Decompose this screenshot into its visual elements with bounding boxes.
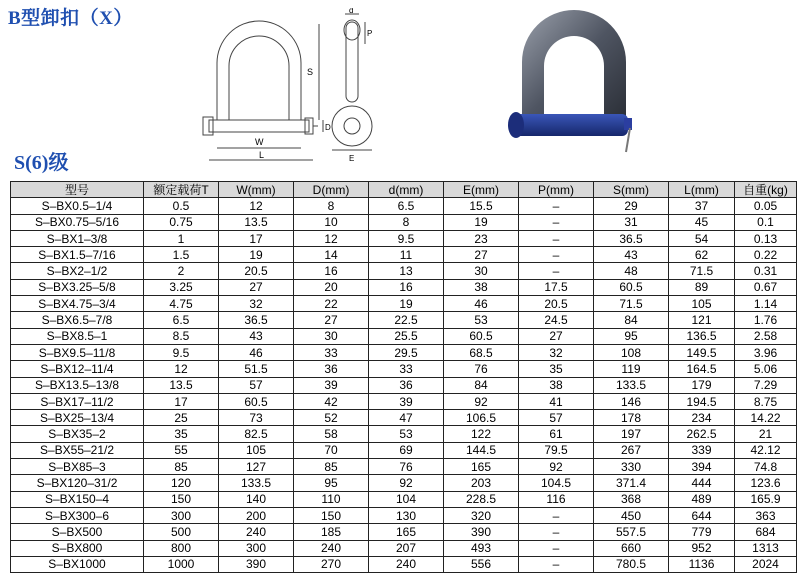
table-cell: 780.5 bbox=[594, 556, 669, 572]
table-row bbox=[11, 491, 797, 507]
table-cell: 2 bbox=[144, 263, 219, 279]
table-cell: 95 bbox=[594, 328, 669, 344]
table-cell: 14.22 bbox=[735, 410, 797, 426]
table-cell: 146 bbox=[594, 393, 669, 409]
table-cell: 0.5 bbox=[144, 198, 219, 214]
table-cell: 133.5 bbox=[219, 475, 294, 491]
table-cell: 270 bbox=[294, 556, 369, 572]
table-cell: 330 bbox=[594, 459, 669, 475]
d-dimension-label: d bbox=[349, 8, 354, 15]
table-cell: 19 bbox=[369, 296, 444, 312]
table-cell: S–BX8.5–1 bbox=[11, 328, 144, 344]
table-cell: 1.5 bbox=[144, 247, 219, 263]
table-cell: S–BX55–21/2 bbox=[11, 442, 144, 458]
table-cell: 55 bbox=[144, 442, 219, 458]
table-cell: 779 bbox=[669, 524, 735, 540]
table-cell: 394 bbox=[669, 459, 735, 475]
table-cell: 371.4 bbox=[594, 475, 669, 491]
table-cell: 48 bbox=[594, 263, 669, 279]
table-cell: 133.5 bbox=[594, 377, 669, 393]
table-cell: S–BX800 bbox=[11, 540, 144, 556]
table-cell: S–BX9.5–11/8 bbox=[11, 344, 144, 360]
table-cell: 500 bbox=[144, 524, 219, 540]
s-dimension-label: S bbox=[307, 67, 314, 77]
table-cell: 43 bbox=[219, 328, 294, 344]
table-cell: 150 bbox=[294, 507, 369, 523]
table-cell: 123.6 bbox=[735, 475, 797, 491]
table-cell: 300 bbox=[219, 540, 294, 556]
table-cell: 116 bbox=[519, 491, 594, 507]
table-cell: 13 bbox=[369, 263, 444, 279]
column-header: D(mm) bbox=[294, 182, 369, 198]
table-cell: S–BX300–6 bbox=[11, 507, 144, 523]
table-cell: 30 bbox=[444, 263, 519, 279]
table-cell: 22.5 bbox=[369, 312, 444, 328]
e-dimension-label: E bbox=[349, 154, 355, 163]
table-cell: 368 bbox=[594, 491, 669, 507]
table-cell: 164.5 bbox=[669, 361, 735, 377]
table-cell: 240 bbox=[369, 556, 444, 572]
table-cell: 62 bbox=[669, 247, 735, 263]
shackle-drawing bbox=[195, 8, 385, 168]
table-cell: 20.5 bbox=[519, 296, 594, 312]
table-cell: 39 bbox=[369, 393, 444, 409]
table-cell: S–BX500 bbox=[11, 524, 144, 540]
table-row bbox=[11, 524, 797, 540]
table-cell: 38 bbox=[444, 279, 519, 295]
table-cell: 122 bbox=[444, 426, 519, 442]
table-cell: 140 bbox=[219, 491, 294, 507]
table-cell: 15.5 bbox=[444, 198, 519, 214]
table-cell: 53 bbox=[369, 426, 444, 442]
table-cell: 85 bbox=[294, 459, 369, 475]
table-cell: S–BX0.75–5/16 bbox=[11, 214, 144, 230]
table-cell: 58 bbox=[294, 426, 369, 442]
table-cell: 104.5 bbox=[519, 475, 594, 491]
table-cell: 95 bbox=[294, 475, 369, 491]
table-cell: 39 bbox=[294, 377, 369, 393]
table-cell: – bbox=[519, 556, 594, 572]
table-cell: 42.12 bbox=[735, 442, 797, 458]
table-row bbox=[11, 442, 797, 458]
table-cell: 17.5 bbox=[519, 279, 594, 295]
table-cell: 493 bbox=[444, 540, 519, 556]
table-cell: 234 bbox=[669, 410, 735, 426]
table-cell: 35 bbox=[144, 426, 219, 442]
table-cell: – bbox=[519, 198, 594, 214]
table-cell: 0.75 bbox=[144, 214, 219, 230]
table-cell: – bbox=[519, 230, 594, 246]
table-cell: 0.31 bbox=[735, 263, 797, 279]
table-cell: 11 bbox=[369, 247, 444, 263]
table-cell: 0.1 bbox=[735, 214, 797, 230]
table-cell: 12 bbox=[294, 230, 369, 246]
table-cell: 262.5 bbox=[669, 426, 735, 442]
table-cell: 46 bbox=[219, 344, 294, 360]
table-cell: S–BX4.75–3/4 bbox=[11, 296, 144, 312]
table-row bbox=[11, 279, 797, 295]
table-cell: S–BX12–11/4 bbox=[11, 361, 144, 377]
table-cell: 35 bbox=[519, 361, 594, 377]
table-cell: 60.5 bbox=[594, 279, 669, 295]
table-row bbox=[11, 426, 797, 442]
column-header: E(mm) bbox=[444, 182, 519, 198]
table-cell: 22 bbox=[294, 296, 369, 312]
table-cell: 0.67 bbox=[735, 279, 797, 295]
table-cell: 36 bbox=[369, 377, 444, 393]
table-header-row bbox=[11, 182, 797, 198]
table-cell: 0.05 bbox=[735, 198, 797, 214]
w-dimension-label: W bbox=[255, 137, 264, 147]
table-cell: 185 bbox=[294, 524, 369, 540]
table-cell: 390 bbox=[219, 556, 294, 572]
table-cell: 32 bbox=[219, 296, 294, 312]
table-row bbox=[11, 214, 797, 230]
table-cell: 38 bbox=[519, 377, 594, 393]
table-cell: – bbox=[519, 540, 594, 556]
table-cell: 12 bbox=[144, 361, 219, 377]
table-cell: 108 bbox=[594, 344, 669, 360]
table-cell: 69 bbox=[369, 442, 444, 458]
table-cell: 144.5 bbox=[444, 442, 519, 458]
table-cell: S–BX0.5–1/4 bbox=[11, 198, 144, 214]
table-cell: 57 bbox=[519, 410, 594, 426]
table-cell: 79.5 bbox=[519, 442, 594, 458]
table-cell: 45 bbox=[669, 214, 735, 230]
table-cell: 8 bbox=[369, 214, 444, 230]
table-cell: 127 bbox=[219, 459, 294, 475]
column-header: S(mm) bbox=[594, 182, 669, 198]
table-cell: S–BX35–2 bbox=[11, 426, 144, 442]
spec-table bbox=[10, 181, 797, 573]
table-cell: 119 bbox=[594, 361, 669, 377]
table-cell: 2.58 bbox=[735, 328, 797, 344]
table-cell: S–BX2–1/2 bbox=[11, 263, 144, 279]
table-cell: 121 bbox=[669, 312, 735, 328]
table-cell: 952 bbox=[669, 540, 735, 556]
table-cell: 105 bbox=[219, 442, 294, 458]
table-row bbox=[11, 540, 797, 556]
table-row bbox=[11, 475, 797, 491]
column-header: L(mm) bbox=[669, 182, 735, 198]
table-cell: 29 bbox=[594, 198, 669, 214]
shackle-photo bbox=[500, 2, 650, 162]
table-cell: 27 bbox=[294, 312, 369, 328]
table-cell: 20 bbox=[294, 279, 369, 295]
table-cell: 2024 bbox=[735, 556, 797, 572]
column-header: d(mm) bbox=[369, 182, 444, 198]
table-cell: 74.8 bbox=[735, 459, 797, 475]
l-dimension-label: L bbox=[259, 150, 265, 160]
table-cell: 644 bbox=[669, 507, 735, 523]
table-cell: 25.5 bbox=[369, 328, 444, 344]
table-cell: 76 bbox=[369, 459, 444, 475]
table-cell: 33 bbox=[294, 344, 369, 360]
table-cell: 1.76 bbox=[735, 312, 797, 328]
table-cell: 228.5 bbox=[444, 491, 519, 507]
table-cell: 390 bbox=[444, 524, 519, 540]
table-cell: 207 bbox=[369, 540, 444, 556]
table-cell: 16 bbox=[294, 263, 369, 279]
table-cell: 82.5 bbox=[219, 426, 294, 442]
p-dimension-label: P bbox=[367, 29, 373, 38]
table-cell: 120 bbox=[144, 475, 219, 491]
table-row bbox=[11, 198, 797, 214]
table-cell: 71.5 bbox=[669, 263, 735, 279]
table-cell: 300 bbox=[144, 507, 219, 523]
table-row bbox=[11, 393, 797, 409]
table-cell: 6.5 bbox=[144, 312, 219, 328]
table-cell: – bbox=[519, 524, 594, 540]
table-cell: 92 bbox=[519, 459, 594, 475]
table-cell: 43 bbox=[594, 247, 669, 263]
table-cell: 339 bbox=[669, 442, 735, 458]
table-cell: 24.5 bbox=[519, 312, 594, 328]
table-cell: S–BX120–31/2 bbox=[11, 475, 144, 491]
table-cell: 3.25 bbox=[144, 279, 219, 295]
table-cell: S–BX6.5–7/8 bbox=[11, 312, 144, 328]
table-cell: 89 bbox=[669, 279, 735, 295]
table-cell: 178 bbox=[594, 410, 669, 426]
table-cell: 61 bbox=[519, 426, 594, 442]
table-cell: 149.5 bbox=[669, 344, 735, 360]
column-header: 额定载荷T bbox=[144, 182, 219, 198]
table-cell: 21 bbox=[735, 426, 797, 442]
table-cell: 92 bbox=[369, 475, 444, 491]
table-cell: 20.5 bbox=[219, 263, 294, 279]
table-cell: 92 bbox=[444, 393, 519, 409]
column-header: 自重(kg) bbox=[735, 182, 797, 198]
table-cell: 106.5 bbox=[444, 410, 519, 426]
table-cell: 23 bbox=[444, 230, 519, 246]
table-cell: 8.5 bbox=[144, 328, 219, 344]
table-cell: 54 bbox=[669, 230, 735, 246]
table-row bbox=[11, 263, 797, 279]
table-cell: 84 bbox=[444, 377, 519, 393]
table-row bbox=[11, 556, 797, 572]
table-cell: 9.5 bbox=[144, 344, 219, 360]
table-cell: 71.5 bbox=[594, 296, 669, 312]
table-row bbox=[11, 459, 797, 475]
column-header: P(mm) bbox=[519, 182, 594, 198]
table-cell: 240 bbox=[219, 524, 294, 540]
table-cell: S–BX17–11/2 bbox=[11, 393, 144, 409]
table-row bbox=[11, 507, 797, 523]
table-cell: 42 bbox=[294, 393, 369, 409]
table-row bbox=[11, 328, 797, 344]
table-cell: 8 bbox=[294, 198, 369, 214]
table-cell: 800 bbox=[144, 540, 219, 556]
table-cell: 556 bbox=[444, 556, 519, 572]
table-cell: 0.22 bbox=[735, 247, 797, 263]
table-cell: 84 bbox=[594, 312, 669, 328]
table-cell: 19 bbox=[219, 247, 294, 263]
table-cell: 60.5 bbox=[219, 393, 294, 409]
table-cell: 60.5 bbox=[444, 328, 519, 344]
table-cell: 52 bbox=[294, 410, 369, 426]
table-row bbox=[11, 230, 797, 246]
table-cell: 6.5 bbox=[369, 198, 444, 214]
table-cell: 130 bbox=[369, 507, 444, 523]
table-cell: 41 bbox=[519, 393, 594, 409]
table-row bbox=[11, 377, 797, 393]
table-cell: 1.14 bbox=[735, 296, 797, 312]
table-cell: 197 bbox=[594, 426, 669, 442]
table-cell: 150 bbox=[144, 491, 219, 507]
table-row bbox=[11, 410, 797, 426]
table-cell: 165.9 bbox=[735, 491, 797, 507]
page-title: B型卸扣（X） bbox=[8, 8, 133, 29]
table-row bbox=[11, 247, 797, 263]
table-cell: 179 bbox=[669, 377, 735, 393]
table-cell: 17 bbox=[144, 393, 219, 409]
table-cell: 105 bbox=[669, 296, 735, 312]
table-cell: 7.29 bbox=[735, 377, 797, 393]
table-row bbox=[11, 361, 797, 377]
table-cell: 57 bbox=[219, 377, 294, 393]
table-cell: 267 bbox=[594, 442, 669, 458]
table-cell: S–BX85–3 bbox=[11, 459, 144, 475]
table-row bbox=[11, 344, 797, 360]
table-cell: S–BX13.5–13/8 bbox=[11, 377, 144, 393]
table-cell: 73 bbox=[219, 410, 294, 426]
table-cell: 46 bbox=[444, 296, 519, 312]
table-cell: 363 bbox=[735, 507, 797, 523]
table-cell: 12 bbox=[219, 198, 294, 214]
table-row bbox=[11, 296, 797, 312]
table-cell: 76 bbox=[444, 361, 519, 377]
table-cell: 27 bbox=[219, 279, 294, 295]
table-cell: S–BX150–4 bbox=[11, 491, 144, 507]
table-cell: 104 bbox=[369, 491, 444, 507]
table-cell: 203 bbox=[444, 475, 519, 491]
table-cell: 9.5 bbox=[369, 230, 444, 246]
column-header: W(mm) bbox=[219, 182, 294, 198]
table-cell: S–BX3.25–5/8 bbox=[11, 279, 144, 295]
table-cell: 4.75 bbox=[144, 296, 219, 312]
table-cell: 1000 bbox=[144, 556, 219, 572]
table-cell: 27 bbox=[444, 247, 519, 263]
table-cell: 13.5 bbox=[144, 377, 219, 393]
table-row bbox=[11, 312, 797, 328]
table-cell: 70 bbox=[294, 442, 369, 458]
table-cell: 194.5 bbox=[669, 393, 735, 409]
table-cell: 47 bbox=[369, 410, 444, 426]
table-cell: 200 bbox=[219, 507, 294, 523]
table-cell: 8.75 bbox=[735, 393, 797, 409]
table-cell: 17 bbox=[219, 230, 294, 246]
table-cell: 684 bbox=[735, 524, 797, 540]
table-cell: 240 bbox=[294, 540, 369, 556]
table-cell: 29.5 bbox=[369, 344, 444, 360]
table-cell: 165 bbox=[369, 524, 444, 540]
table-cell: 1 bbox=[144, 230, 219, 246]
table-cell: S–BX1–3/8 bbox=[11, 230, 144, 246]
table-cell: 10 bbox=[294, 214, 369, 230]
table-cell: 3.96 bbox=[735, 344, 797, 360]
table-cell: 1136 bbox=[669, 556, 735, 572]
table-cell: 30 bbox=[294, 328, 369, 344]
table-cell: S–BX1.5–7/16 bbox=[11, 247, 144, 263]
table-cell: 27 bbox=[519, 328, 594, 344]
table-cell: 110 bbox=[294, 491, 369, 507]
table-cell: – bbox=[519, 247, 594, 263]
table-cell: 0.13 bbox=[735, 230, 797, 246]
table-cell: 68.5 bbox=[444, 344, 519, 360]
table-cell: 5.06 bbox=[735, 361, 797, 377]
table-cell: 36.5 bbox=[594, 230, 669, 246]
table-cell: 33 bbox=[369, 361, 444, 377]
table-cell: S–BX25–13/4 bbox=[11, 410, 144, 426]
table-cell: – bbox=[519, 263, 594, 279]
table-cell: 19 bbox=[444, 214, 519, 230]
table-cell: 14 bbox=[294, 247, 369, 263]
table-cell: 36 bbox=[294, 361, 369, 377]
table-cell: 32 bbox=[519, 344, 594, 360]
column-header: 型号 bbox=[11, 182, 144, 198]
table-cell: 36.5 bbox=[219, 312, 294, 328]
table-cell: 13.5 bbox=[219, 214, 294, 230]
table-cell: 85 bbox=[144, 459, 219, 475]
table-cell: 136.5 bbox=[669, 328, 735, 344]
table-cell: 660 bbox=[594, 540, 669, 556]
table-cell: S–BX1000 bbox=[11, 556, 144, 572]
table-cell: 444 bbox=[669, 475, 735, 491]
table-cell: – bbox=[519, 214, 594, 230]
grade-heading: S(6)级 bbox=[14, 152, 69, 174]
table-cell: 1313 bbox=[735, 540, 797, 556]
table-cell: 31 bbox=[594, 214, 669, 230]
table-cell: 557.5 bbox=[594, 524, 669, 540]
table-cell: 489 bbox=[669, 491, 735, 507]
table-cell: 37 bbox=[669, 198, 735, 214]
table-cell: 450 bbox=[594, 507, 669, 523]
table-cell: 53 bbox=[444, 312, 519, 328]
table-cell: 25 bbox=[144, 410, 219, 426]
pin-d-dimension-label: D bbox=[325, 123, 331, 132]
table-cell: 16 bbox=[369, 279, 444, 295]
table-cell: 51.5 bbox=[219, 361, 294, 377]
table-cell: 320 bbox=[444, 507, 519, 523]
table-cell: – bbox=[519, 507, 594, 523]
table-cell: 165 bbox=[444, 459, 519, 475]
